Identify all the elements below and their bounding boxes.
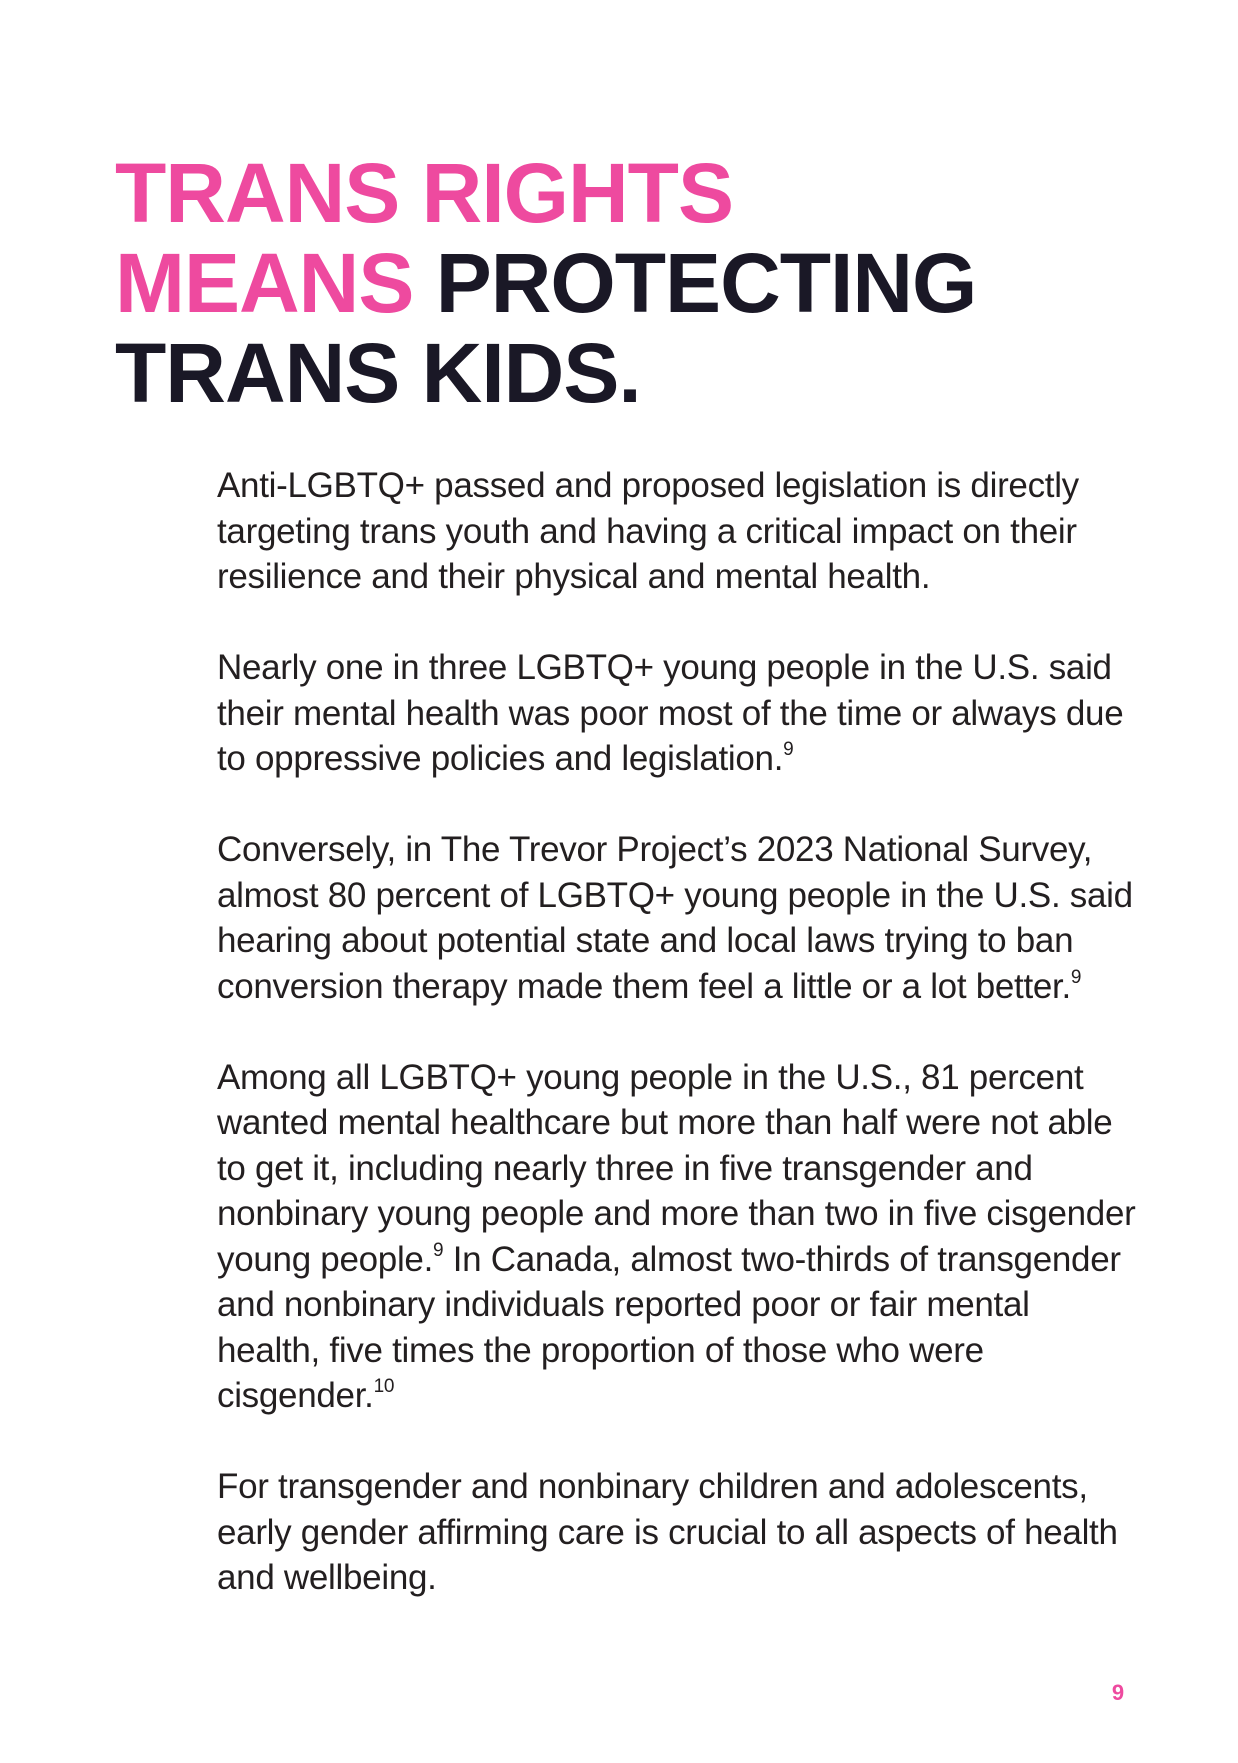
headline-line-3: TRANS KIDS. <box>115 326 641 420</box>
headline-line-2-dark: PROTECTING <box>413 236 977 330</box>
paragraph-4 <box>217 1055 1137 1419</box>
body-text <box>217 463 1137 1601</box>
paragraph-1-text: Anti-LGBTQ+ passed and proposed legislation is directly targeting trans youth and having a critical impact on their resilience and their physical and mental health. <box>217 466 1079 596</box>
page-number: 9 <box>1111 1680 1125 1705</box>
paragraph-4-text-a: Among all LGBTQ+ young people in the U.S., 81 percent wanted mental healthcare but more than half were not able to get it, including nearly three in five transgender and nonbinary young people and more than two in five cisgender young people. <box>217 1057 1136 1279</box>
footnote-ref: 9 <box>783 739 794 760</box>
paragraph-2-text: Nearly one in three LGBTQ+ young people in the U.S. said their mental health was poor most of the time or always due to oppressive policies and legislation. <box>217 648 1124 778</box>
headline-line-1: TRANS RIGHTS <box>115 146 733 240</box>
paragraph-2 <box>217 645 1137 782</box>
paragraph-1 <box>217 463 1137 600</box>
footnote-ref: 9 <box>433 1239 444 1261</box>
paragraph-3 <box>217 827 1137 1009</box>
footnote-ref: 10 <box>373 1376 395 1397</box>
paragraph-3-text: Conversely, in The Trevor Project’s 2023 National Survey, almost 80 percent of LGBTQ+ young people in the U.S. said hearing about potential state and local laws trying to ban conversion therapy made them feel a little or a lot better. <box>217 830 1133 1006</box>
headline-line-2-accent: MEANS <box>115 236 414 330</box>
paragraph-5 <box>217 1464 1137 1601</box>
paragraph-4-text-b: In Canada, almost two-thirds of transgender and nonbinary individuals reported poor or fair mental health, five times the proportion of those who were cisgender. <box>217 1239 1121 1415</box>
page-headline <box>115 148 976 418</box>
footnote-ref: 9 <box>1070 966 1082 988</box>
paragraph-5-text: For transgender and nonbinary children and adolescents, early gender affirming care is crucial to all aspects of health and wellbeing. <box>217 1467 1118 1597</box>
